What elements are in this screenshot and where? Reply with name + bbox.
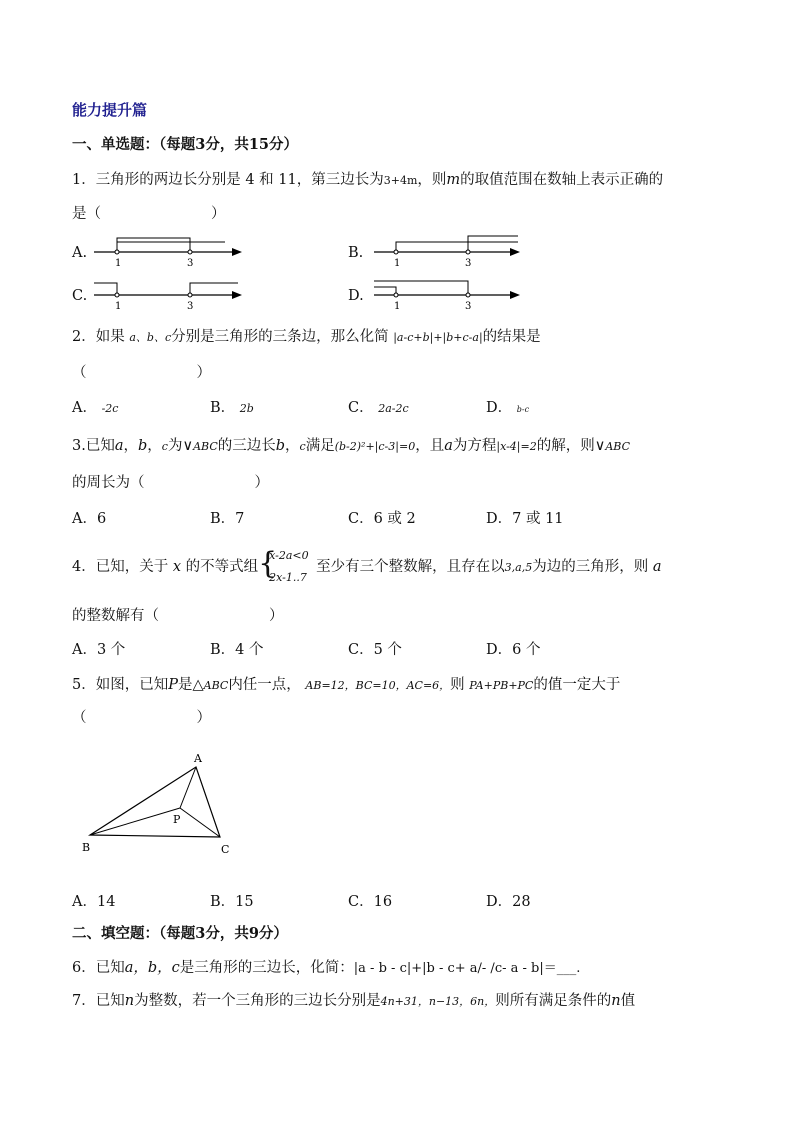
label-c: C <box>221 843 230 856</box>
q4-option-d[interactable]: D．6 个 <box>486 642 541 658</box>
triangle-figure <box>70 745 250 865</box>
question-2-line-1 <box>72 327 541 348</box>
tick-1: 1 <box>115 301 122 312</box>
number-line-d <box>370 275 530 315</box>
question-3-line-1: 3.已知a，b，c为∨ABC的三边长b，c满足(b-2)²+|c-3|=0，且a为方程|x-4|=2的解，则∨ABC <box>72 438 630 454</box>
page-title: 能力提升篇 <box>72 101 148 119</box>
q1-line2-open: 是（ <box>72 206 101 222</box>
inequality-system: { x-2a<0 2x-1..7 <box>258 546 309 584</box>
question-5-line-2: （ ） <box>72 710 211 726</box>
q3-equation-1: (b-2)²+|c-3|=0 <box>334 440 416 453</box>
question-7: 7．已知n为整数，若一个三角形的三边长分别是4n+31，n−13，6n，则所有满足条件的n值 <box>72 993 636 1009</box>
question-4-line-2: 的整数解有（ ） <box>72 608 284 624</box>
q2-text-a: 2．如果 <box>72 329 125 345</box>
q1-option-d-label[interactable]: D. <box>348 288 364 304</box>
q2-option-c[interactable]: C． 2a-2c <box>348 400 409 416</box>
q1-line2-close: ） <box>211 206 226 222</box>
q3-option-b[interactable]: B．7 <box>210 511 245 527</box>
label-p: P <box>173 813 181 826</box>
tick-1: 1 <box>394 301 401 312</box>
q3-option-a[interactable]: A．6 <box>72 511 107 527</box>
q1-option-c-label[interactable]: C. <box>72 288 88 304</box>
tick-1: 1 <box>115 258 122 269</box>
question-4-line-1: 4．已知，关于 x 的不等式组 { x-2a<0 2x-1..7 至少有三个整数解，且存在以3,a,5为边的三角形，则 a <box>72 546 662 584</box>
label-a: A <box>194 752 202 765</box>
q1-expr: 3+4m <box>383 174 418 187</box>
number-line-b <box>370 232 530 272</box>
q3-option-d[interactable]: D．7 或 11 <box>486 511 564 527</box>
question-5-line-1: 5．如图，已知P是△ABC内任一点， AB=12，BC=10，AC=6，则 PA+PB+PC的值一定大于 <box>72 677 621 693</box>
tick-3: 3 <box>187 301 194 312</box>
tick-3: 3 <box>187 258 194 269</box>
q2-paren-close: ） <box>196 365 211 381</box>
q2-option-d[interactable]: D． b-c <box>486 400 530 416</box>
q5-option-b[interactable]: B．15 <box>210 894 254 910</box>
q2-option-b[interactable]: B． 2b <box>210 400 254 416</box>
q5-option-c[interactable]: C．16 <box>348 894 393 910</box>
question-2-line-2 <box>72 363 211 383</box>
number-line-a <box>90 232 250 272</box>
tick-1: 1 <box>394 258 401 269</box>
q3-equation-2: |x-4|=2 <box>496 440 537 453</box>
question-1-line-1 <box>72 170 663 191</box>
q3-option-c[interactable]: C．6 或 2 <box>348 511 416 527</box>
section-heading-single-choice: 一、单选题：（每题3分，共15分） <box>72 136 299 153</box>
q1-option-a-label[interactable]: A. <box>72 245 88 261</box>
section-heading-fill-in: 二、填空题：（每题3分，共9分） <box>72 925 288 942</box>
q2-text-b: 分别是三角形的三条边，那么化简 <box>171 329 389 345</box>
q1-var: m <box>446 172 461 188</box>
tick-3: 3 <box>465 301 472 312</box>
q1-text-b: ，则 <box>417 172 447 188</box>
question-3-line-2: 的周长为（ ） <box>72 475 269 491</box>
q2-expr: |a-c+b|+|b+c-a| <box>393 331 483 344</box>
q1-text-c: 的取值范围在数轴上表示正确的 <box>460 172 664 188</box>
q4-option-c[interactable]: C．5 个 <box>348 642 402 658</box>
q2-vars: a、b、c <box>129 331 172 344</box>
q2-text-c: 的结果是 <box>482 329 541 345</box>
q5-option-a[interactable]: A．14 <box>72 894 116 910</box>
question-6: 6．已知a，b，c是三角形的三边长，化简：|a - b - c|+|b - c+ a/- /c- a - b|＝___. <box>72 960 581 976</box>
tick-3: 3 <box>465 258 472 269</box>
q1-option-b-label[interactable]: B. <box>348 245 364 261</box>
q1-text-a: 1．三角形的两边长分别是 4 和 11，第三边长为 <box>72 172 384 188</box>
q5-option-d[interactable]: D．28 <box>486 894 531 910</box>
label-b: B <box>82 841 91 854</box>
q2-paren-open: （ <box>72 365 87 381</box>
q4-option-a[interactable]: A．3 个 <box>72 642 126 658</box>
q2-option-a[interactable]: A． -2c <box>72 400 119 416</box>
q4-option-b[interactable]: B．4 个 <box>210 642 264 658</box>
question-1-line-2 <box>72 204 226 224</box>
number-line-c <box>90 275 250 315</box>
q6-expression: |a - b - c|+|b - c+ a/- /c- a - b|＝___. <box>353 961 581 976</box>
